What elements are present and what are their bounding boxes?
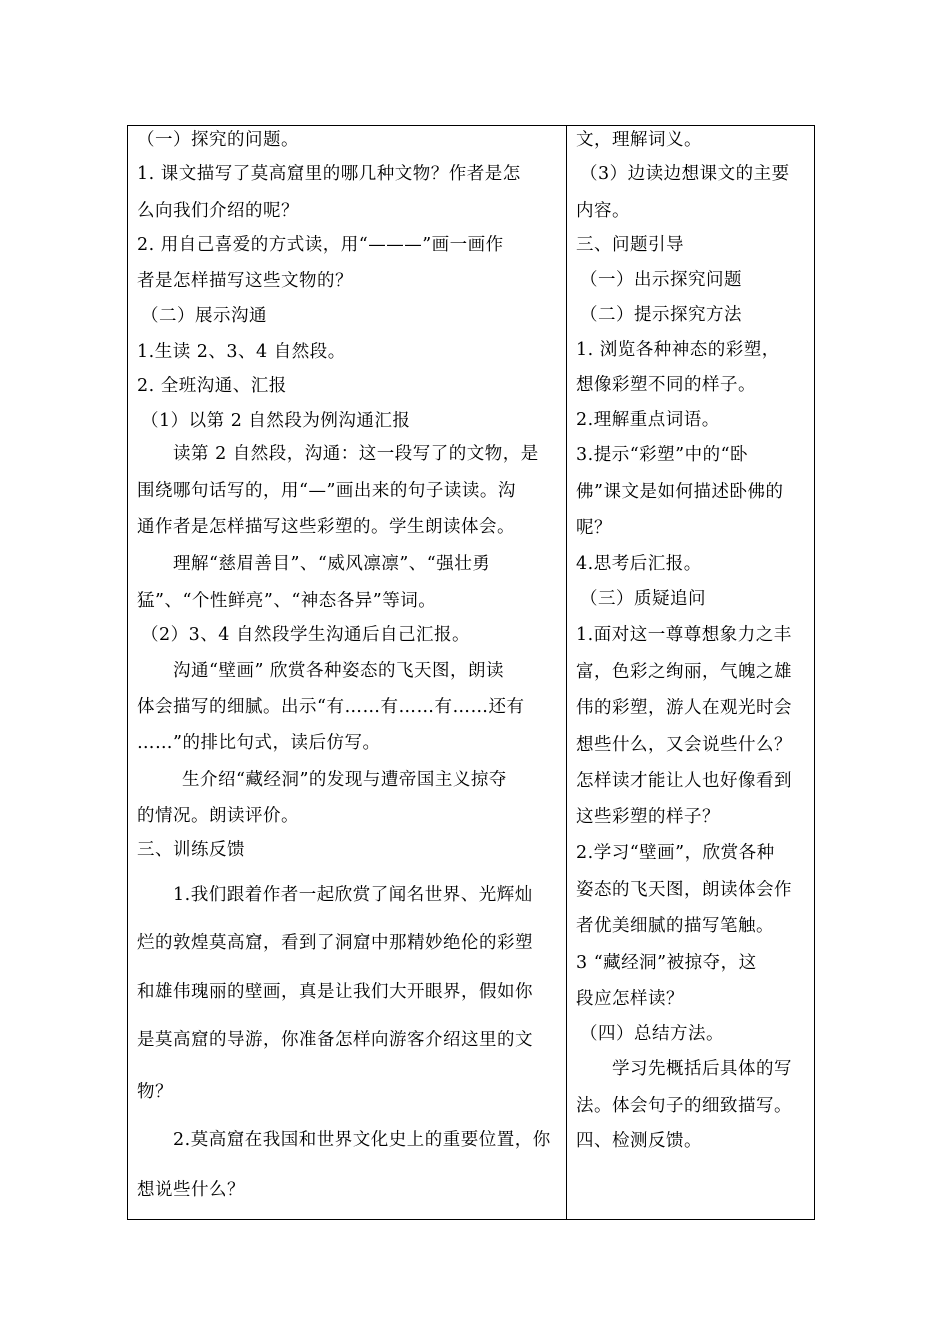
left-line: 1.我们跟着作者一起欣赏了闻名世界、光辉灿 [173,885,533,905]
left-line: 2. 用自己喜爱的方式读，用“———”画一画作 [137,235,504,255]
left-line: 沟通“壁画” 欣赏各种姿态的飞天图，朗读 [173,661,504,681]
right-line: 法。体会句子的细致描写。 [576,1096,792,1116]
right-line: 3.提示“彩塑”中的“卧 [576,445,749,465]
left-line: 想说些什么？ [137,1180,245,1200]
right-line: 2.学习“壁画”，欣赏各种 [576,843,775,863]
left-line: 三、训练反馈 [137,840,245,860]
right-line: 伟的彩塑，游人在观光时会 [576,698,792,718]
left-line: 和雄伟瑰丽的壁画，真是让我们大开眼界，假如你 [137,982,533,1002]
left-line: 通作者是怎样描写这些彩塑的。学生朗读体会。 [137,517,515,537]
right-line: 内容。 [576,201,630,221]
left-line: 1.生读 2、3、4 自然段。 [137,342,346,362]
right-line: （3）边读边想课文的主要 [580,164,790,184]
left-line: 生介绍“藏经洞”的发现与遭帝国主义掠夺 [182,770,507,790]
right-line: 段应怎样读？ [576,989,684,1009]
right-line: 四、检测反馈。 [576,1131,702,1151]
right-line: 者优美细腻的描写笔触。 [576,916,774,936]
left-line: 者是怎样描写这些文物的？ [137,271,353,291]
left-line: 是莫高窟的导游，你准备怎样向游客介绍这里的文 [137,1030,533,1050]
left-line: 的情况。朗读评价。 [137,806,299,826]
left-line: ……”的排比句式，读后仿写。 [137,733,381,753]
right-line: 三、问题引导 [576,235,684,255]
right-line: 1. 浏览各种神态的彩塑， [576,340,780,360]
right-line: 想些什么，又会说些什么？ [576,735,792,755]
right-line: （四）总结方法。 [580,1024,724,1044]
left-line: （2）3、4 自然段学生沟通后自己汇报。 [141,625,470,645]
left-line: 理解“慈眉善目”、“威风凛凛”、“强壮勇 [173,554,491,574]
right-line: 2.理解重点词语。 [576,410,720,430]
left-line: 2.莫高窟在我国和世界文化史上的重要位置，你 [173,1130,551,1150]
left-line: 围绕哪句话写的，用“—”画出来的句子读读。沟 [137,481,516,501]
right-line: 学习先概括后具体的写 [612,1059,792,1079]
right-line: 怎样读才能让人也好像看到 [576,771,792,791]
right-line: 佛”课文是如何描述卧佛的 [576,482,784,502]
left-line: 2. 全班沟通、汇报 [137,376,287,396]
left-line: （二）展示沟通 [141,306,267,326]
left-line: 么向我们介绍的呢？ [137,201,299,221]
column-divider [566,126,567,1219]
right-line: 4.思考后汇报。 [576,554,702,574]
left-line: 体会描写的细腻。出示“有……有……有……还有 [137,697,525,717]
left-line: （1）以第 2 自然段为例沟通汇报 [141,411,411,431]
right-line: 3 “藏经洞”被掠夺，这 [576,953,757,973]
right-line: （二）提示探究方法 [580,305,742,325]
left-line: 猛”、“个性鲜亮”、“神态各异”等词。 [137,591,437,611]
right-line: （三）质疑追问 [580,589,706,609]
left-line: 物？ [137,1082,173,1102]
right-line: 富，色彩之绚丽，气魄之雄 [576,662,792,682]
left-line: 读第 2 自然段，沟通：这一段写了的文物，是 [173,444,539,464]
right-line: 1.面对这一尊尊想象力之丰 [576,625,792,645]
lesson-plan-table [127,125,815,1220]
left-line: （一）探究的问题。 [137,130,299,150]
right-line: 文，理解词义。 [576,130,702,150]
right-line: 姿态的飞天图，朗读体会作 [576,880,792,900]
right-line: （一）出示探究问题 [580,270,742,290]
right-line: 想像彩塑不同的样子。 [576,375,756,395]
left-line: 1. 课文描写了莫高窟里的哪几种文物？作者是怎 [137,164,521,184]
right-line: 这些彩塑的样子？ [576,807,720,827]
right-line: 呢？ [576,518,612,538]
left-line: 烂的敦煌莫高窟，看到了洞窟中那精妙绝伦的彩塑 [137,933,533,953]
